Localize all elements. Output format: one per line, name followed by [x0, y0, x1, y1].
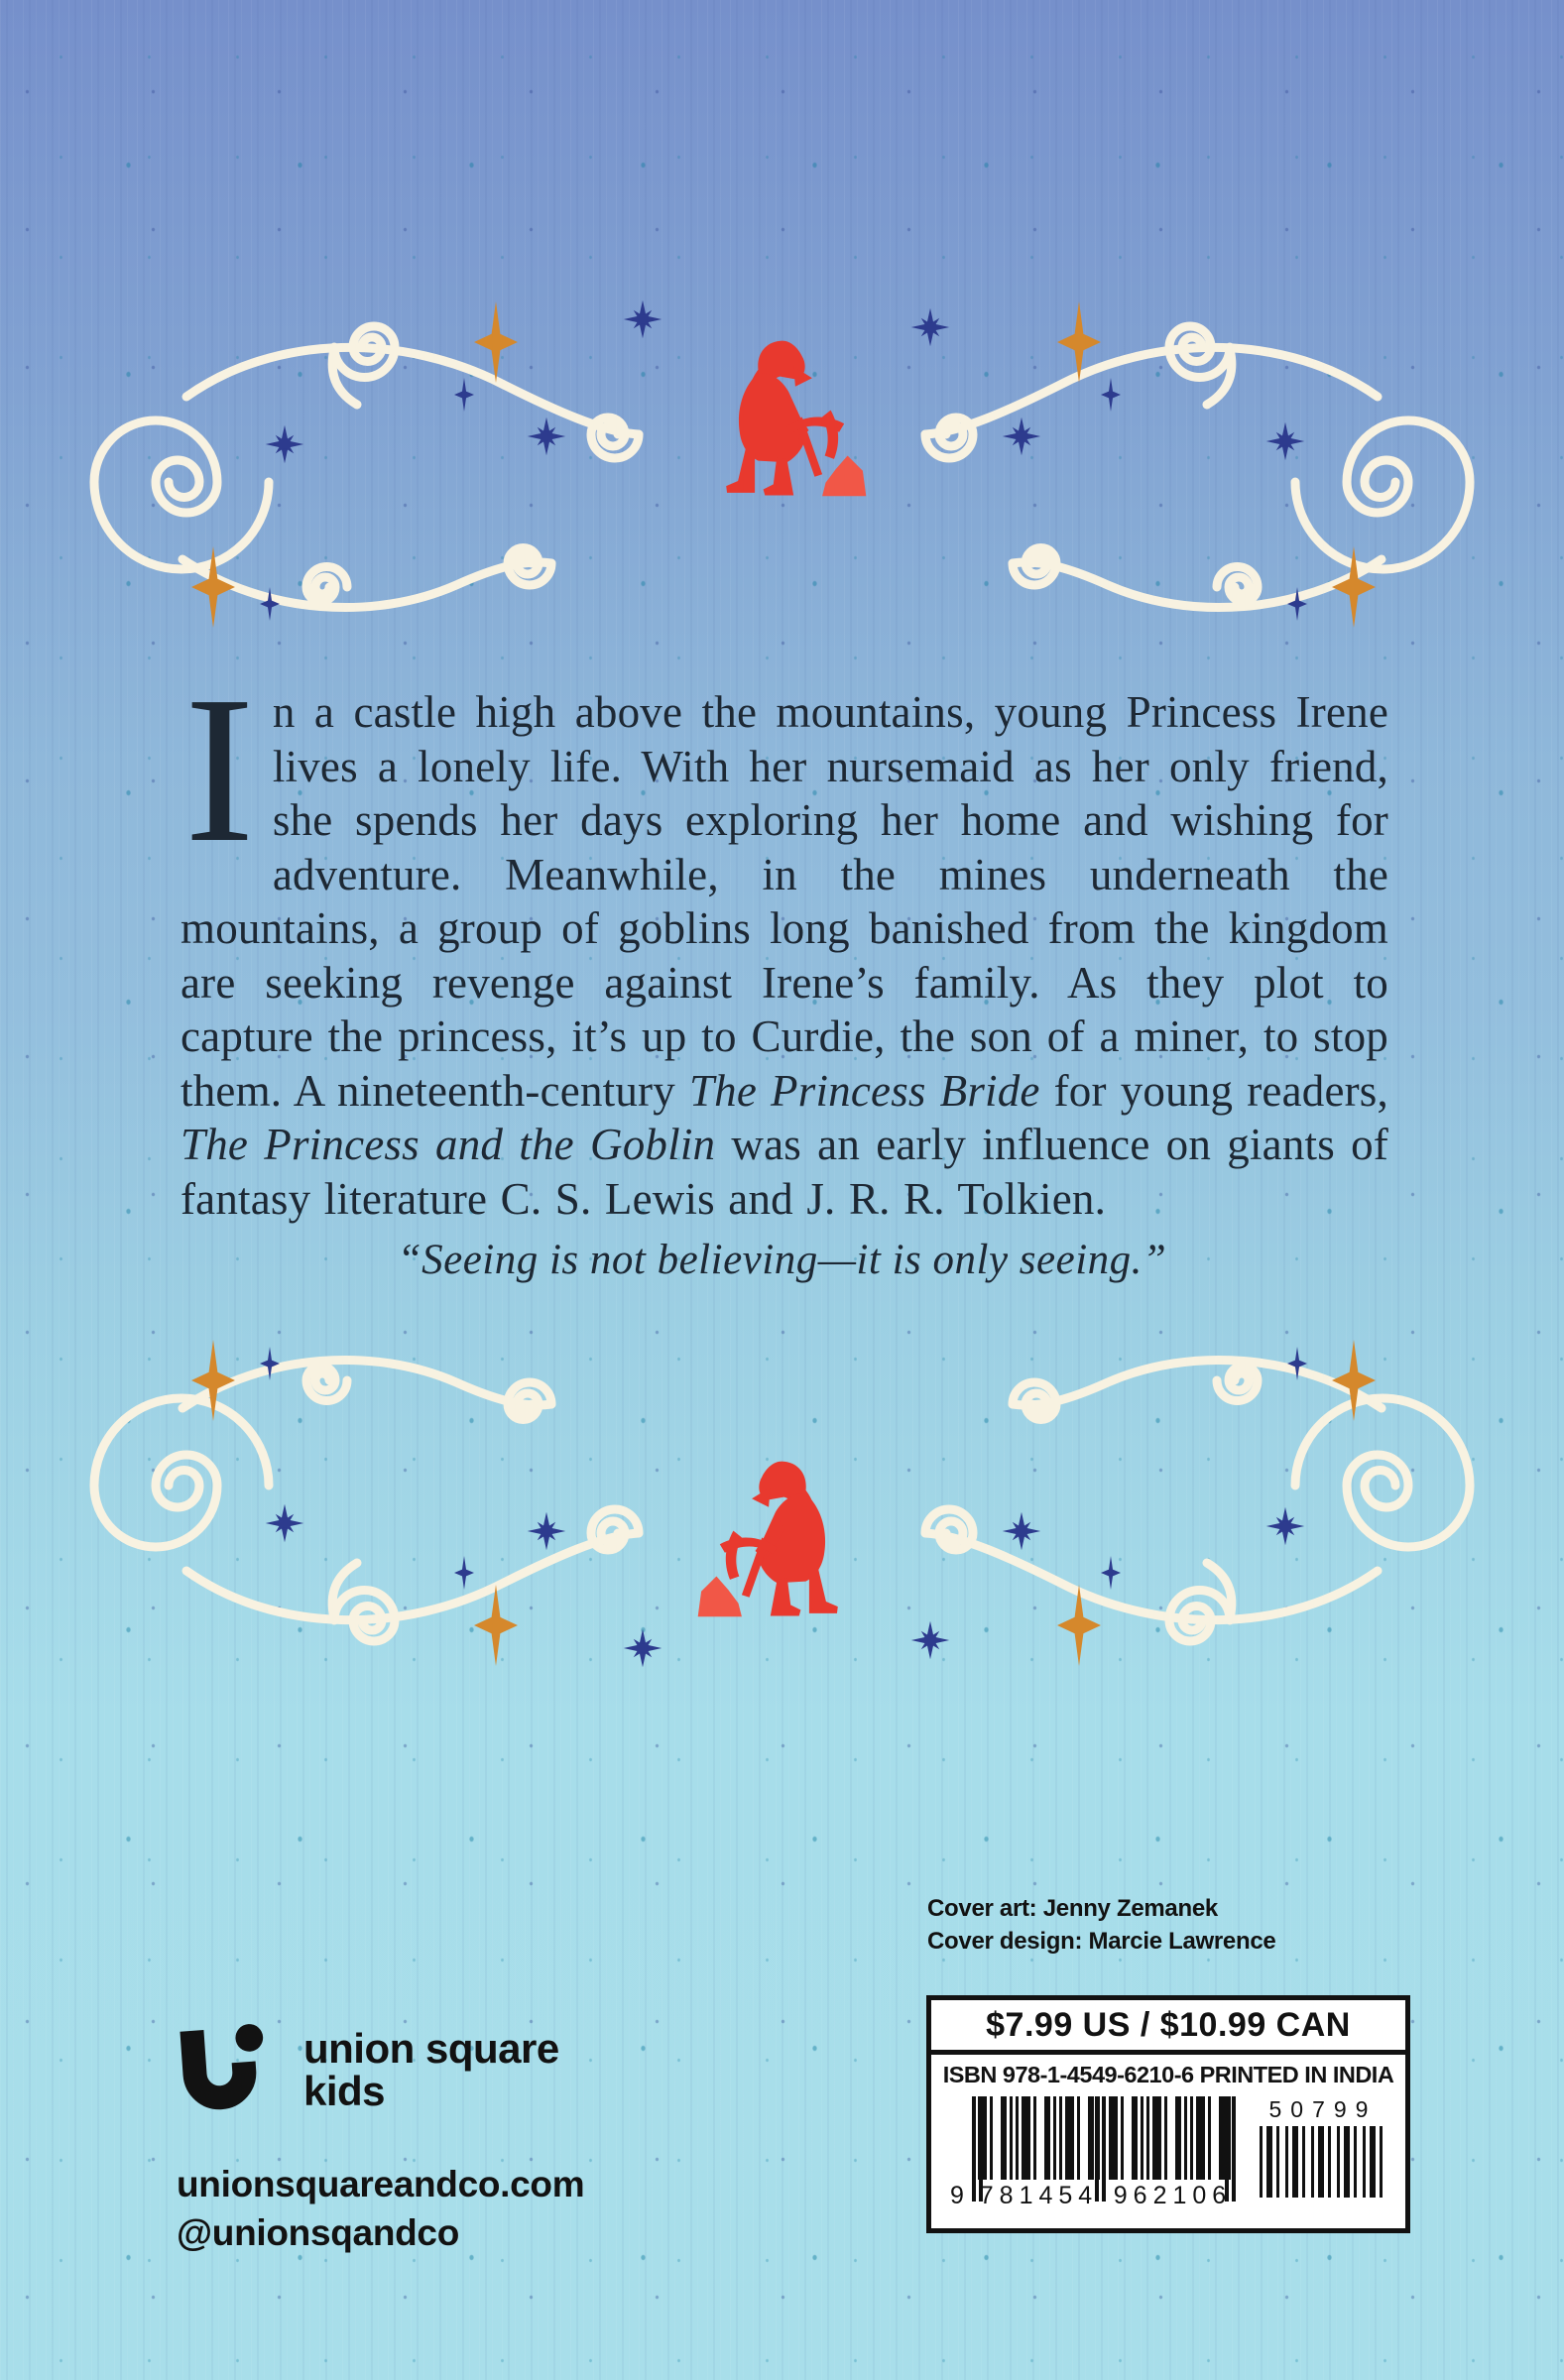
four-point-star-icon — [1332, 546, 1376, 628]
publisher-website: unionsquareandco.com — [177, 2164, 585, 2204]
eight-point-star-icon — [1265, 1506, 1305, 1546]
barcode-row — [931, 2096, 1405, 2210]
goblin-miner-icon — [696, 329, 871, 498]
cover-art-credit: Cover art: Jenny Zemanek — [927, 1895, 1218, 1922]
eight-point-star-icon — [265, 424, 304, 464]
quote-line: “Seeing is not believing—it is only seeing.” — [397, 1237, 1167, 1283]
blurb-text: n a castle high above the mountains, young Princess Irene lives a lonely life. With her nursemaid as her only friend, she spends her days exploring her home and wishing for adventure. Meanwhile, in the mines underneath the mountains, a group of goblins long banished from the kingdom are seeking revenge against Irene’s family. As they plot to capture the princess, it’s up to Curdie, the son of a miner, to stop them. A nineteenth-century The Princess Bride for young readers, The Princess and the Goblin was an early influence on giants of fantasy literature C. S. Lewis and J. R. R. Tolkien. — [180, 687, 1388, 1224]
four-point-star-icon — [1332, 1340, 1376, 1421]
goblin-miner-icon — [693, 1450, 868, 1618]
eight-point-star-icon — [910, 1620, 950, 1660]
union-square-logo-icon — [177, 2019, 272, 2126]
ean-digit-group1: 781454 — [979, 2182, 1099, 2209]
four-point-star-icon — [191, 1340, 235, 1421]
cover-design-credit: Cover design: Marcie Lawrence — [927, 1928, 1276, 1955]
publisher-name — [303, 2027, 559, 2112]
supplement-barcode-bars — [1260, 2126, 1386, 2198]
drop-cap: I — [184, 653, 255, 886]
four-point-star-icon — [1057, 1585, 1101, 1666]
ean-barcode-digits — [950, 2182, 1240, 2210]
small-star-icon — [454, 1556, 474, 1590]
swirl-flourish-icon — [87, 294, 662, 623]
ean-barcode — [950, 2096, 1240, 2210]
eight-point-star-icon — [623, 299, 662, 339]
four-point-star-icon — [1057, 301, 1101, 383]
publisher-social: @unionsqandco — [177, 2212, 460, 2253]
eight-point-star-icon — [910, 307, 950, 347]
supplement-barcode — [1260, 2096, 1386, 2198]
cover-credits — [927, 1892, 1275, 1958]
small-star-icon — [260, 1347, 280, 1380]
blurb-paragraph — [180, 653, 1388, 1226]
small-star-icon — [1101, 378, 1121, 412]
small-star-icon — [454, 378, 474, 412]
publisher-name-line1: union square — [303, 2025, 559, 2072]
small-star-icon — [260, 587, 280, 621]
small-star-icon — [1287, 1347, 1307, 1380]
eight-point-star-icon — [623, 1628, 662, 1668]
swirl-flourish-icon — [87, 1345, 662, 1674]
small-star-icon — [1287, 587, 1307, 621]
supplement-digits: 50799 — [1268, 2096, 1378, 2122]
eight-point-star-icon — [1265, 421, 1305, 461]
publisher-name-line2: kids — [303, 2068, 386, 2114]
publisher-links — [177, 2160, 584, 2257]
eight-point-star-icon — [527, 416, 566, 456]
four-point-star-icon — [191, 546, 235, 628]
eight-point-star-icon — [1002, 416, 1041, 456]
eight-point-star-icon — [1002, 1511, 1041, 1551]
isbn-label: ISBN 978-1-4549-6210-6 PRINTED IN INDIA — [942, 2062, 1394, 2087]
swirl-flourish-icon — [902, 294, 1477, 623]
eight-point-star-icon — [527, 1511, 566, 1551]
ean-digit-left: 9 — [950, 2182, 964, 2209]
four-point-star-icon — [474, 301, 518, 383]
swirl-flourish-icon — [902, 1345, 1477, 1674]
price-label: $7.99 US / $10.99 CAN — [931, 2000, 1405, 2055]
eight-point-star-icon — [265, 1503, 304, 1543]
price-isbn-box — [926, 1995, 1410, 2233]
ean-digit-group2: 962106 — [1113, 2182, 1233, 2209]
small-star-icon — [1101, 1556, 1121, 1590]
four-point-star-icon — [474, 1585, 518, 1666]
